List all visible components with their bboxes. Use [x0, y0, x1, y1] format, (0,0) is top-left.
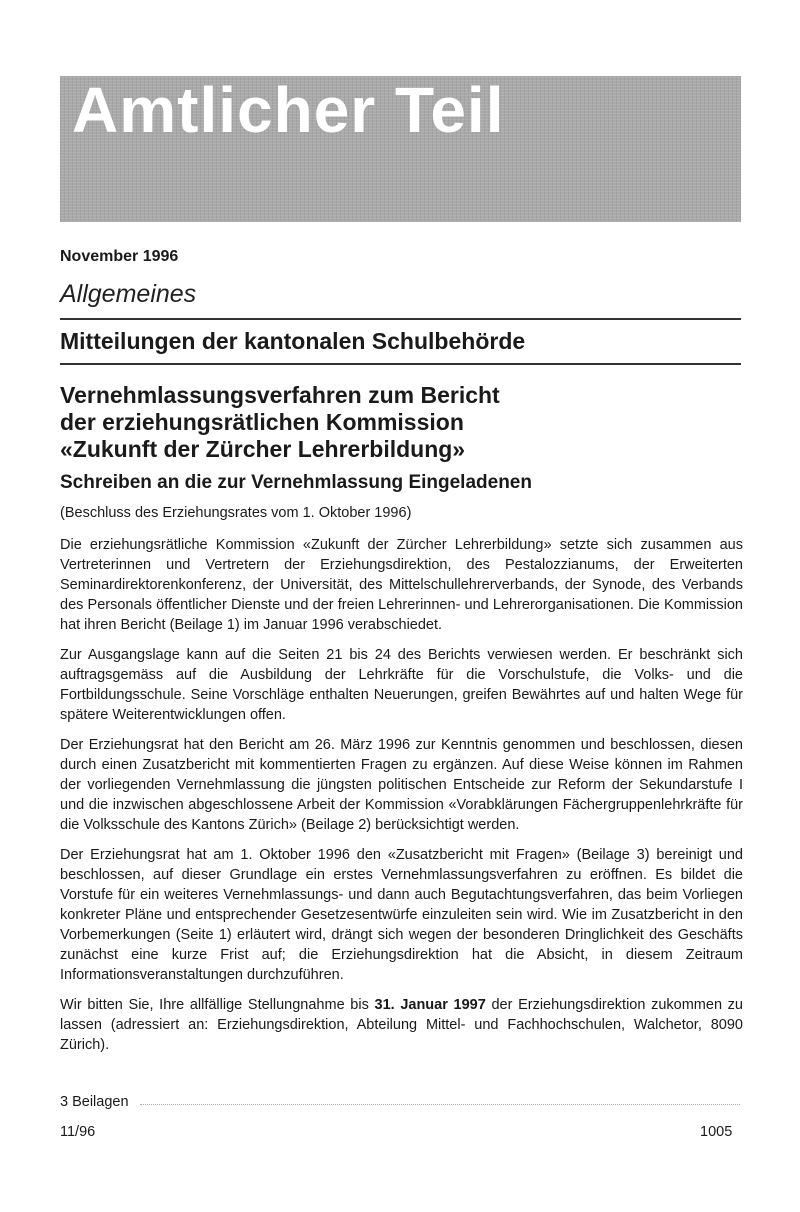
closing-paragraph [60, 995, 743, 1055]
article-title-line: «Zukunft der Zürcher Lehrerbildung» [60, 436, 466, 462]
closing-text-after: der Erziehungsdirektion zukommen zu lassen (adressiert an: Erziehungsdirektion, Abteilung Mittel- und Fachhochschulen, Walchetor, 8090 Zürich). [60, 997, 743, 1053]
article-title-line: Vernehmlassungsverfahren zum Bericht [60, 382, 500, 408]
body-paragraph: Zur Ausgangslage kann auf die Seiten 21 bis 24 des Berichts verwiesen werden. Er beschränkt sich auftragsgemäss auf die Ausbildung der Lehrkräfte für die Vorschulstufe, die Volks- und die Fortbildungsschule. Seine Vorschläge enthalten Neuerungen, greifen Bewährtes auf und halten Wege für spätere Weiterentwicklungen offen. [60, 647, 743, 723]
body-paragraph: Die erziehungsrätliche Kommission «Zukunft der Zürcher Lehrerbildung» setzte sich zusammen aus Vertreterinnen und Vertretern der Erziehungsdirektion, des Pestalozzianums, der Erweiterten Seminardirektorenkonferenz, der Universität, des Mittelschullehrerverbands, der Synode, des Verbands des Personals öffentlicher Dienste und der freien Lehrerinnen- und Lehrerorganisationen. Die Kommission hat ihren Bericht (Beilage 1) im Januar 1996 verabschiedet. [60, 537, 743, 633]
subheading: Mitteilungen der kantonalen Schulbehörde [60, 328, 526, 354]
bottom-rule [60, 363, 741, 365]
closing-text-before: Wir bitten Sie, Ihre allfällige Stellungnahme bis [60, 997, 375, 1013]
issue-date: November 1996 [60, 248, 179, 265]
page-number: 1005 [700, 1124, 733, 1140]
deadline-date: 31. Januar 1997 [374, 997, 486, 1013]
letter-title: Schreiben an die zur Vernehmlassung Eingeladenen [60, 472, 532, 493]
issue-number: 11/96 [60, 1124, 96, 1140]
top-rule [60, 318, 741, 320]
section-label: Allgemeines [60, 280, 197, 308]
dotted-divider [140, 1104, 740, 1105]
article-title [60, 382, 740, 463]
enclosures-note: 3 Beilagen [60, 1094, 129, 1110]
body-paragraph: Der Erziehungsrat hat den Bericht am 26. März 1996 zur Kenntnis genommen und beschlossen, diesen durch einen Zusatzbericht mit kommentierten Fragen zu ergänzen. Auf diese Weise können im Rahmen der vorliegenden Vernehmlassung die jüngsten politischen Entscheide zur Reform der Sekundarstufe I und die inzwischen abgeschlossene Arbeit der Kommission «Vorabklärungen Fächergruppenlehrkräfte für die Volksschule des Kantons Zürich» (Beilage 2) berücksichtigt werden. [60, 737, 743, 833]
banner-title: Amtlicher Teil [72, 74, 505, 146]
decision-note: (Beschluss des Erziehungsrates vom 1. Oktober 1996) [60, 505, 412, 521]
article-title-line: der erziehungsrätlichen Kommission [60, 409, 464, 435]
article-body [60, 535, 743, 1065]
body-paragraph: Der Erziehungsrat hat am 1. Oktober 1996 den «Zusatzbericht mit Fragen» (Beilage 3) bereinigt und beschlossen, auf dieser Grundlage ein erstes Vernehmlassungsverfahren zu eröffnen. Es bildet die Vorstufe für ein weiteres Vernehmlassungs- und dann auch Begutachtungsverfahren, das beim Vorliegen konkreter Pläne und entsprechender Gesetzesentwürfe einzuleiten sein wird. Wie im Zusatzbericht in den Vorbemerkungen (Seite 1) erläutert wird, drängt sich wegen der besonderen Dringlichkeit des Geschäfts zunächst eine kurze Frist auf; die Erziehungsdirektion hat die Absicht, in diesem Zeitraum Informationsveranstaltungen durchzuführen. [60, 847, 743, 983]
